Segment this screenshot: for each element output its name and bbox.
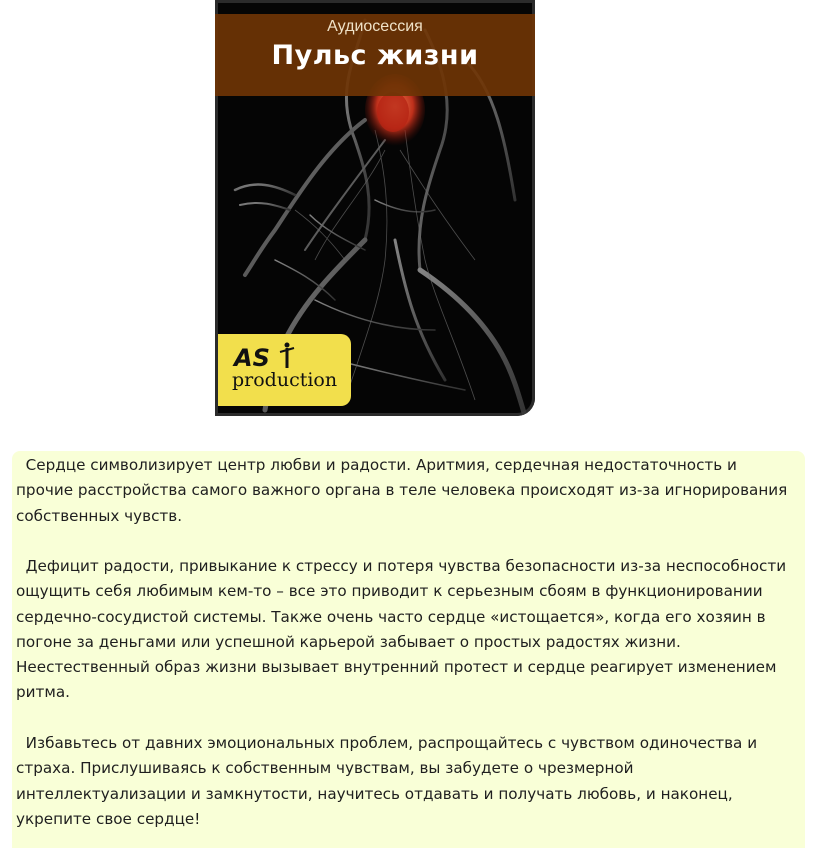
publisher-logo — [218, 334, 351, 406]
description-paragraph-1: Сердце символизирует центр любви и радости. Аритмия, сердечная недостаточность и прочие расстройства самого важного органа в теле человека происходят из-за игнорирования собственных чувств. — [16, 456, 788, 525]
cover-title: Пульс жизни — [271, 40, 479, 71]
album-cover — [215, 0, 535, 416]
as-logo-mark — [232, 342, 302, 370]
logo-wordmark: production — [232, 369, 338, 391]
description-paragraph-2: Дефицит радости, привыкание к стрессу и потеря чувства безопасности из-за неспособности ощущить себя любимым кем-то – все это приводит к серьезным сбоям в функционировании сердечно-сосудистой системы. Также очень часто сердце «истощается», когда его хозяин в погоне за деньгами или успешной карьерой забывает о простых радостях жизни. Неестественный образ жизни вызывает внутренний протест и сердце реагирует изменением ритма. — [16, 557, 787, 702]
description-panel — [12, 451, 805, 848]
svg-text:AS: AS — [234, 344, 270, 370]
description-paragraph-3: Избавьтесь от давних эмоциональных проблем, распрощайтесь с чувством одиночества и страха. Прислушиваясь к собственным чувствам, вы забудете о чрезмерной интеллектуализации и замкнутости, научитесь отдавать и получать любовь, и наконец, укрепите свое сердце! — [16, 734, 758, 828]
cover-subtitle: Аудиосессия — [327, 18, 423, 35]
